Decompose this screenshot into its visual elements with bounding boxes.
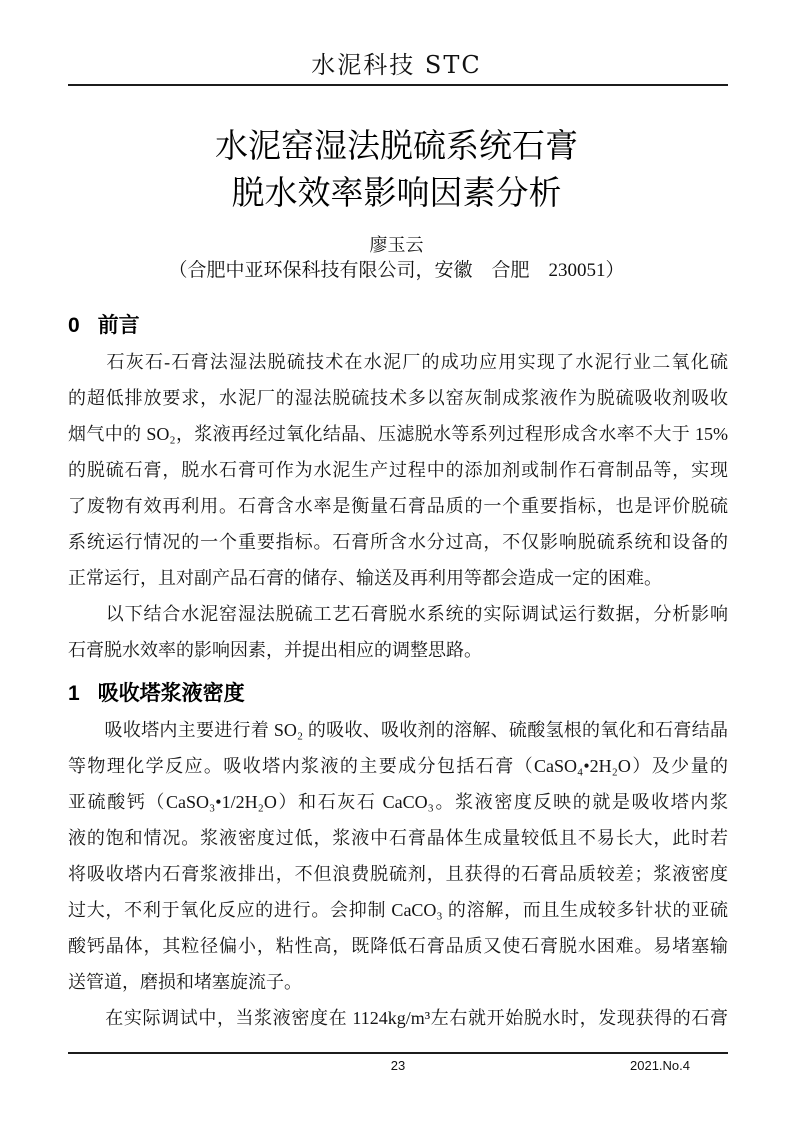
section-title: 吸收塔浆液密度	[97, 682, 245, 705]
article-title-line-2: 脱水效率影响因素分析	[231, 174, 562, 211]
author-affiliation: （合肥中亚环保科技有限公司，安徽 合肥 230051）	[168, 260, 625, 281]
page-footer	[68, 1057, 728, 1075]
section-heading	[68, 308, 728, 344]
journal-header-title: 水泥科技 STC	[311, 51, 482, 79]
section-number: 0	[68, 314, 80, 337]
section-heading	[68, 676, 728, 712]
paragraph	[68, 712, 728, 1000]
section-title: 前言	[97, 314, 140, 337]
text-line: 液的饱和情况。浆液密度过低，浆液中石膏晶体生成量较低且不易长大，此时若	[68, 828, 728, 848]
footer-rule	[68, 1052, 728, 1054]
text-line: 系统运行情况的一个重要指标。石膏所含水分过高，不仅影响脱硫系统和设备的	[68, 532, 728, 552]
text-line: 亚硫酸钙（CaSO₃•1/2H₂O）和石灰石 CaCO₃。浆液密度反映的就是吸收塔内浆	[68, 792, 728, 812]
article-title	[0, 122, 793, 216]
page-number: 23	[390, 1058, 406, 1073]
paragraph	[68, 1000, 728, 1036]
text-line: 酸钙晶体，其粒径偏小，粘性高，既降低石膏品质又使石膏脱水困难。易堵塞输	[68, 936, 728, 956]
text-line: 石灰石-石膏法湿法脱硫技术在水泥厂的成功应用实现了水泥行业二氧化硫	[68, 352, 728, 372]
text-line: 将吸收塔内石膏浆液排出，不但浪费脱硫剂，且获得的石膏品质较差；浆液密度	[68, 864, 728, 884]
text-line: 的超低排放要求，水泥厂的湿法脱硫技术多以窑灰制成浆液作为脱硫吸收剂吸收	[68, 388, 728, 408]
article-title-line-1: 水泥窑湿法脱硫系统石膏	[215, 127, 578, 164]
text-line: 的脱硫石膏，脱水石膏可作为水泥生产过程中的添加剂或制作石膏制品等，实现	[68, 460, 728, 480]
text-line: 等物理化学反应。吸收塔内浆液的主要成分包括石膏（CaSO₄•2H₂O）及少量的	[68, 756, 728, 776]
section	[68, 676, 728, 1036]
text-line: 了废物有效再利用。石膏含水率是衡量石膏品质的一个重要指标，也是评价脱硫	[68, 496, 728, 516]
text-line: 吸收塔内主要进行着 SO₂ 的吸收、吸收剂的溶解、硫酸氢根的氧化和石膏结晶	[68, 720, 728, 740]
section	[68, 308, 728, 668]
paragraph	[68, 596, 728, 668]
paragraph	[68, 344, 728, 596]
text-line: 石膏脱水效率的影响因素，并提出相应的调整思路。	[68, 640, 482, 660]
text-line: 以下结合水泥窑湿法脱硫工艺石膏脱水系统的实际调试运行数据，分析影响	[68, 604, 728, 624]
author-name: 廖玉云	[369, 235, 424, 255]
text-line: 过大，不利于氧化反应的进行。会抑制 CaCO₃ 的溶解，而且生成较多针状的亚硫	[68, 900, 728, 920]
text-line: 烟气中的 SO₂，浆液再经过氧化结晶、压滤脱水等系列过程形成含水率不大于 15%	[68, 424, 728, 444]
article-body	[68, 300, 728, 1036]
header-rule	[68, 84, 728, 86]
text-line: 正常运行，且对副产品石膏的储存、输送及再利用等都会造成一定的困难。	[68, 568, 662, 588]
text-line: 送管道，磨损和堵塞旋流子。	[68, 972, 302, 992]
text-line: 在实际调试中，当浆液密度在 1124kg/m³左右就开始脱水时，发现获得的石膏	[68, 1008, 728, 1028]
issue-label: 2021.No.4	[630, 1058, 690, 1073]
section-number: 1	[68, 682, 80, 705]
